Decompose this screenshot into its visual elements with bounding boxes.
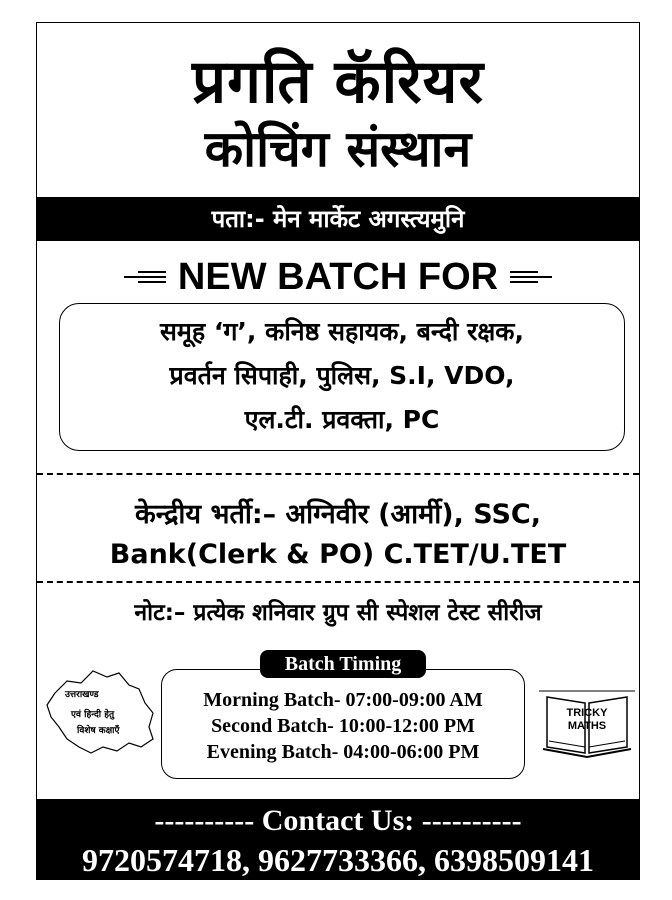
timing-row: Morning Batch- 07:00-09:00 AM xyxy=(203,689,483,711)
dashed-divider xyxy=(37,581,639,583)
decorative-lines-left xyxy=(124,270,166,284)
map-badge-line: उत्तराखण्ड xyxy=(65,690,99,700)
map-badge-line: एवं हिन्दी हेतु xyxy=(71,710,115,720)
contact-phone-numbers: 9720574718, 9627733366, 6398509141 xyxy=(82,842,594,878)
dashed-divider xyxy=(37,473,639,475)
uttarakhand-map-badge xyxy=(41,663,161,763)
decorative-lines-right xyxy=(510,270,552,284)
institute-name-line1: प्रगति कॅरियर xyxy=(191,47,485,117)
new-batch-title: NEW BATCH FOR xyxy=(177,256,499,298)
book-label xyxy=(535,707,639,733)
new-batch-heading xyxy=(37,255,639,299)
batch-timing-box xyxy=(161,669,525,779)
timing-row: Second Batch- 10:00-12:00 PM xyxy=(211,715,475,737)
address-bar: पता:- मेन मार्केट अगस्त्यमुनि xyxy=(37,197,639,241)
central-exams-line: Bank(Clerk & PO) C.TET/U.TET xyxy=(109,539,567,570)
book-label-line1: TRICKY xyxy=(566,707,608,719)
exam-list-line: एल.टी. प्रवक्ता, PC xyxy=(244,405,440,434)
book-label-line2: MATHS xyxy=(567,720,607,732)
exam-list-line: प्रवर्तन सिपाही, पुलिस, S.I, VDO, xyxy=(169,361,515,390)
central-exams-line: केन्द्रीय भर्ती:– अग्निवीर (आर्मी), SSC, xyxy=(135,499,541,530)
timing-row: Evening Batch- 04:00-06:00 PM xyxy=(206,741,480,763)
institute-name-line2: कोचिंग संस्थान xyxy=(204,120,472,178)
poster xyxy=(36,22,640,880)
note-text: नोट:– प्रत्येक शनिवार ग्रुप सी स्पेशल टेस्ट सीरीज xyxy=(134,600,542,626)
exam-list-box xyxy=(59,303,625,451)
batch-timing-title: Batch Timing xyxy=(260,650,426,678)
tricky-maths-book-icon xyxy=(535,687,639,763)
contact-bar xyxy=(37,799,639,880)
contact-title: ---------- Contact Us: ---------- xyxy=(154,804,522,837)
exam-list-line: समूह ‘ग’, कनिष्ठ सहायक, बन्दी रक्षक, xyxy=(160,317,524,346)
map-badge-line: विशेष कक्षाएँ xyxy=(77,726,120,736)
